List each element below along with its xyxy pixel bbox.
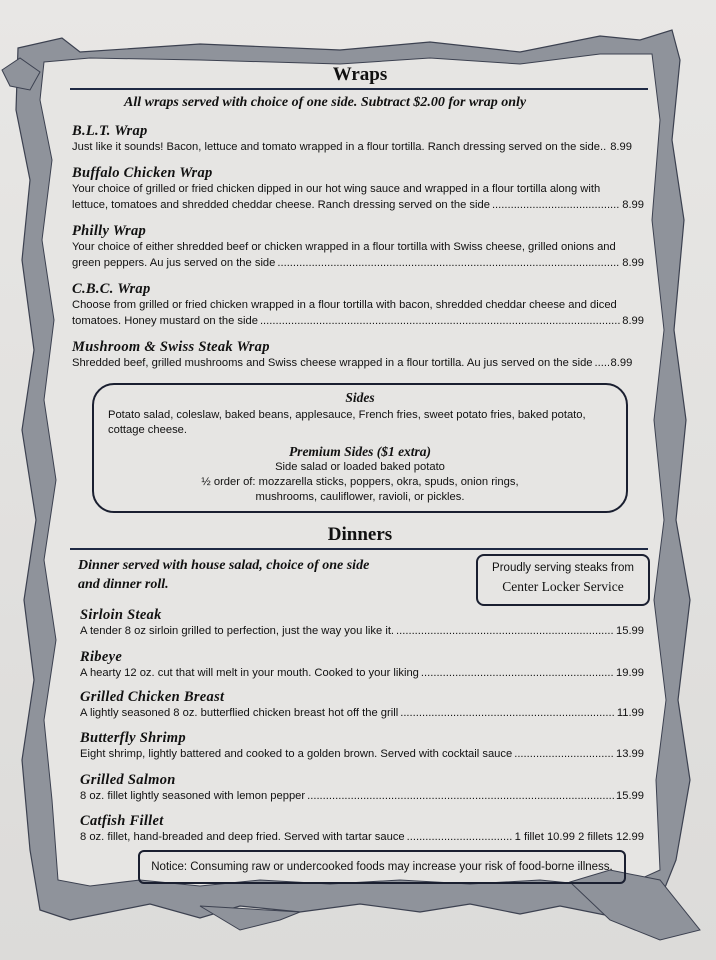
item-desc-row [80,789,644,805]
menu-item-sirloin-steak [80,607,644,640]
item-desc: A hearty 12 oz. cut that will melt in your mouth. Cooked to your liking [80,667,419,679]
menu-item-buffalo-chicken-wrap [72,165,644,213]
item-desc-row [80,624,644,640]
wraps-intro: All wraps served with choice of one side. Subtract $2.00 for wrap only [124,95,527,110]
item-desc-row [72,356,644,372]
item-desc: 8 oz. fillet, hand-breaded and deep fried. Served with tartar sauce [80,831,405,843]
item-desc-row [72,198,644,214]
menu-item-ribeye [80,649,644,682]
item-price: 19.99 [616,667,644,679]
item-name: Catfish Fillet [80,813,164,829]
wraps-divider [70,88,648,90]
leader-dots [407,830,513,846]
leader-dots [492,198,620,214]
dinners-divider [70,548,648,550]
item-desc: Your choice of grilled or fried chicken dipped in our hot wing sauce and wrapped in a flour tortilla along with [72,183,601,195]
item-desc-row [72,140,644,156]
premium-sides-line3: mushrooms, cauliflower, ravioli, or pickles. [255,491,465,503]
item-desc: Choose from grilled or fried chicken wrapped in a flour tortilla with bacon, shredded cheddar cheese and diced [72,299,617,311]
item-desc-cont: tomatoes. Honey mustard on the side [72,314,258,327]
sides-list-line2: cottage cheese. [108,424,187,436]
item-desc: A lightly seasoned 8 oz. butterflied chicken breast hot off the grill [80,707,399,719]
item-name: Mushroom & Swiss Steak Wrap [72,339,270,355]
item-desc-row [80,666,644,682]
item-name: Philly Wrap [72,223,147,239]
item-name: Grilled Salmon [80,772,176,788]
notice-text: Notice: Consuming raw or undercooked foods may increase your risk of food-borne illness. [151,861,613,873]
item-price: 15.99 [616,790,644,802]
item-price: 13.99 [616,748,644,760]
menu-item-grilled-chicken-breast [80,689,644,722]
item-price: 11.99 [616,707,644,719]
item-desc: A tender 8 oz sirloin grilled to perfection, just the way you like it. [80,625,395,637]
leader-dots [595,356,609,372]
dinners-intro-line1: Dinner served with house salad, choice of one side [78,558,370,573]
menu-item-butterfly-shrimp [80,730,644,763]
leader-dots [421,666,614,682]
premium-sides-line2: ½ order of: mozzarella sticks, poppers, okra, spuds, onion rings, [201,476,519,488]
leader-dots [260,314,620,330]
item-desc: Just like it sounds! Bacon, lettuce and tomato wrapped in a flour tortilla. Ranch dressing served on the side.. [72,141,607,153]
item-desc-row [80,706,644,722]
item-desc: Your choice of either shredded beef or chicken wrapped in a flour tortilla with Swiss cheese, grilled onions and [72,241,616,253]
leader-dots [400,706,615,722]
premium-sides-heading: Premium Sides ($1 extra) [288,444,432,459]
item-name: Ribeye [80,649,123,665]
item-price: 8.99 [622,314,644,327]
premium-sides-line1: Side salad or loaded baked potato [275,461,445,473]
item-desc-row [72,314,644,330]
item-desc: 8 oz. fillet lightly seasoned with lemon pepper [80,790,306,802]
item-price: 8.99 [610,141,632,153]
sides-box [92,383,628,513]
item-desc-cont: green peppers. Au jus served on the side [72,256,276,269]
sides-heading: Sides [345,390,375,405]
sides-list-line1: Potato salad, coleslaw, baked beans, applesauce, French fries, sweet potato fries, baked potato, [108,409,586,421]
notice-box [138,850,626,884]
item-price: 1 fillet 10.99 2 fillets 12.99 [514,831,644,843]
wraps-heading: Wraps [332,64,388,85]
dinners-heading: Dinners [327,524,393,545]
leader-dots [307,789,614,805]
menu-item-philly-wrap [72,223,644,271]
item-desc-row [80,747,644,763]
item-name: B.L.T. Wrap [72,123,148,139]
steak-supplier-line1: Proudly serving steaks from [492,562,634,574]
dinners-intro-line2: and dinner roll. [78,577,169,592]
item-desc: Eight shrimp, lightly battered and cooked to a golden brown. Served with cocktail sauce [80,748,513,760]
item-desc: Shredded beef, grilled mushrooms and Swiss cheese wrapped in a flour tortilla. Au jus served on the side [72,357,593,369]
item-name: Butterfly Shrimp [80,730,186,746]
steak-supplier-name: Center Locker Service [502,579,624,594]
leader-dots [277,256,620,272]
dinners-intro [78,556,369,594]
item-price: 8.99 [622,256,644,269]
item-name: Grilled Chicken Breast [80,689,225,705]
item-desc-row [72,256,644,272]
item-desc-row [80,830,644,846]
steak-supplier-box [476,554,650,606]
menu-item-grilled-salmon [80,772,644,805]
menu-item-mushroom-swiss-steak-wrap [72,339,644,372]
item-name: Buffalo Chicken Wrap [72,165,213,181]
menu-item-catfish-fillet [80,813,644,846]
leader-dots [396,624,614,640]
item-desc-cont: lettuce, tomatoes and shredded cheddar cheese. Ranch dressing served on the side [72,198,490,211]
item-name: C.B.C. Wrap [72,281,151,297]
item-name: Sirloin Steak [80,607,162,623]
leader-dots [514,747,614,763]
item-price: 8.99 [610,357,633,369]
menu-item-cbc-wrap [72,281,644,329]
item-price: 8.99 [622,198,644,211]
menu-item-blt-wrap [72,123,644,156]
item-price: 15.99 [616,625,644,637]
